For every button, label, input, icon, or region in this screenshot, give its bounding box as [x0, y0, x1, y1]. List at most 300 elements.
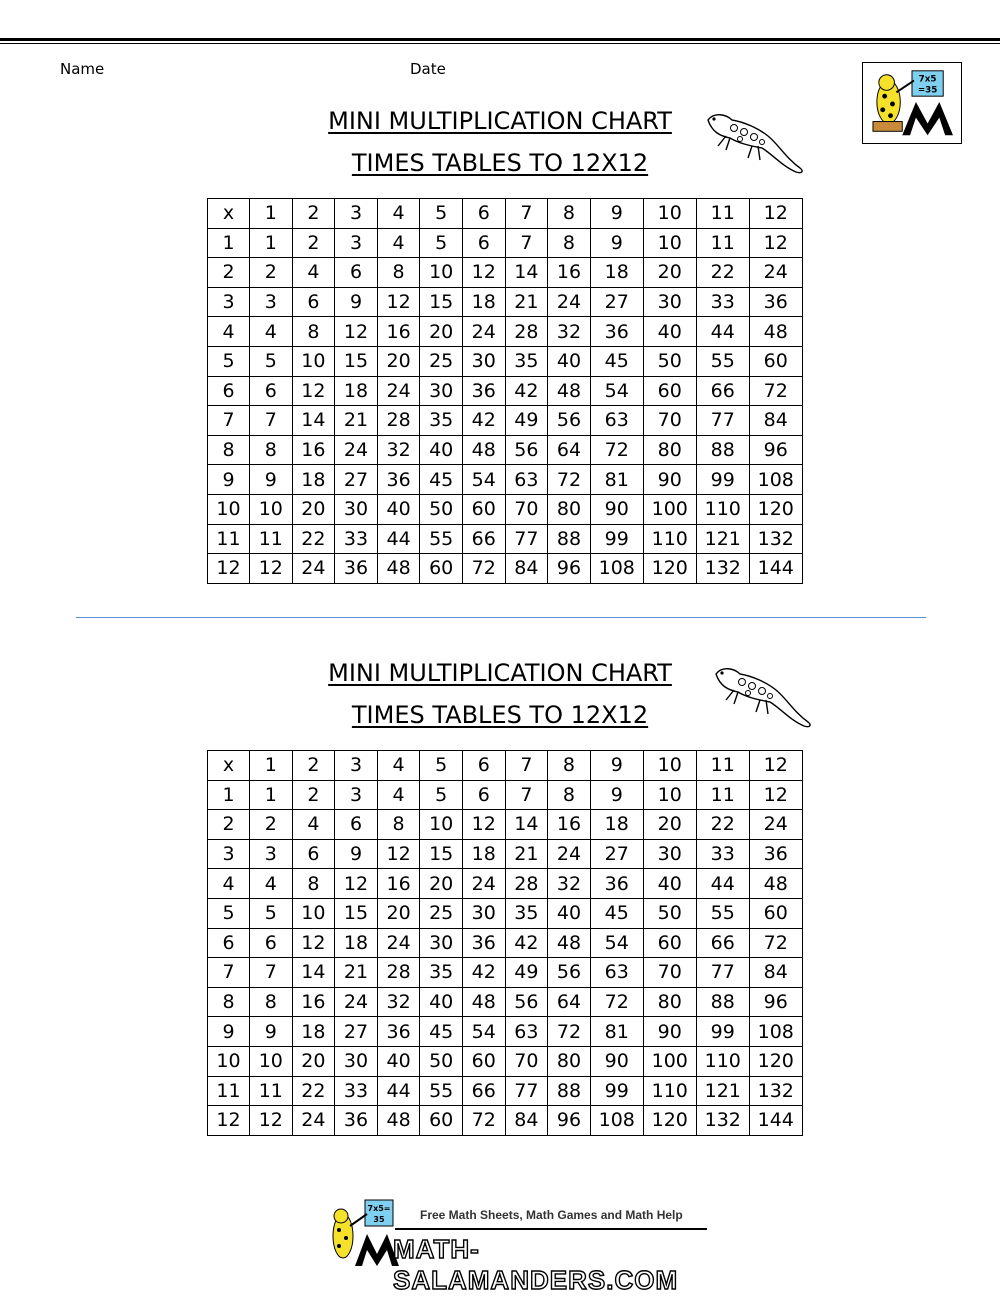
table-cell: 11	[696, 751, 749, 781]
table-cell: 80	[643, 435, 696, 465]
table-cell: 99	[590, 1076, 643, 1106]
table-cell: 27	[590, 287, 643, 317]
table-cell: 8	[208, 435, 250, 465]
table-cell: 60	[462, 1046, 505, 1076]
table-cell: 30	[335, 1046, 378, 1076]
table-cell: 63	[590, 406, 643, 436]
table-cell: 1	[250, 228, 293, 258]
table-cell: 120	[643, 1106, 696, 1136]
table-cell: 70	[505, 494, 548, 524]
table-row	[208, 376, 803, 406]
table-cell: 110	[696, 1046, 749, 1076]
table-cell: 12	[749, 780, 802, 810]
table-cell: 5	[420, 199, 463, 229]
table-cell: 72	[462, 1106, 505, 1136]
table-cell: 20	[292, 494, 335, 524]
table-cell: 88	[548, 524, 591, 554]
table-cell: 1	[250, 780, 293, 810]
table-row	[208, 554, 803, 584]
table-cell: 96	[749, 987, 802, 1017]
date-label: Date	[410, 60, 446, 78]
table-cell: 8	[292, 869, 335, 899]
table-cell: 42	[462, 406, 505, 436]
table-cell: 8	[548, 751, 591, 781]
table-cell: 32	[548, 317, 591, 347]
table-cell: 84	[505, 554, 548, 584]
table-cell: 8	[292, 317, 335, 347]
table-cell: 48	[377, 554, 420, 584]
table-cell: 72	[462, 554, 505, 584]
table-cell: 6	[208, 376, 250, 406]
table-cell: 10	[420, 258, 463, 288]
table-cell: 6	[462, 228, 505, 258]
table-cell: 72	[590, 987, 643, 1017]
table-cell: 20	[377, 898, 420, 928]
table-cell: 30	[643, 839, 696, 869]
table-cell: 63	[505, 1017, 548, 1047]
table-cell: 36	[462, 928, 505, 958]
table-cell: 30	[462, 346, 505, 376]
table-cell: 11	[208, 1076, 250, 1106]
table-cell: 36	[377, 465, 420, 495]
table-cell: 24	[335, 435, 378, 465]
table-cell: 14	[505, 810, 548, 840]
table-cell: 40	[420, 987, 463, 1017]
table-cell: 7	[505, 199, 548, 229]
table-cell: 3	[250, 839, 293, 869]
table-cell: 12	[749, 199, 802, 229]
salamander-icon	[708, 660, 818, 732]
table-cell: 9	[590, 199, 643, 229]
table-cell: 3	[335, 199, 378, 229]
table-cell: 12	[335, 869, 378, 899]
table-cell: 25	[420, 346, 463, 376]
table-cell: 24	[749, 258, 802, 288]
table-cell: 8	[208, 987, 250, 1017]
table-cell: 96	[749, 435, 802, 465]
table-cell: 11	[696, 780, 749, 810]
table-cell: 9	[590, 751, 643, 781]
table-cell: 20	[420, 317, 463, 347]
table-cell: 1	[250, 751, 293, 781]
table-cell: 20	[643, 258, 696, 288]
table-row	[208, 1017, 803, 1047]
table-cell: 14	[292, 958, 335, 988]
table-cell: 16	[548, 810, 591, 840]
table-cell: 18	[292, 1017, 335, 1047]
table-cell: 12	[377, 287, 420, 317]
table-cell: 12	[208, 554, 250, 584]
footer-logo	[325, 1192, 715, 1295]
table-cell: 8	[548, 228, 591, 258]
salamander-icon	[700, 106, 810, 178]
table-cell: 16	[377, 869, 420, 899]
table-cell: 99	[696, 465, 749, 495]
table-cell: 20	[377, 346, 420, 376]
table-cell: 24	[335, 987, 378, 1017]
table-cell: 21	[335, 406, 378, 436]
table-cell: 36	[749, 839, 802, 869]
table-cell: 40	[643, 869, 696, 899]
table-cell: 60	[462, 494, 505, 524]
table-cell: 15	[420, 839, 463, 869]
table-cell: 32	[548, 869, 591, 899]
table-cell: 77	[696, 406, 749, 436]
table-cell: 42	[505, 376, 548, 406]
table-row	[208, 258, 803, 288]
table-cell: 18	[462, 287, 505, 317]
table-cell: 3	[250, 287, 293, 317]
table-cell: 7	[208, 958, 250, 988]
table-cell: 8	[250, 435, 293, 465]
table-cell: 48	[462, 987, 505, 1017]
table-cell: 7	[505, 228, 548, 258]
table-cell: 16	[377, 317, 420, 347]
table-cell: 72	[548, 465, 591, 495]
table-cell: 36	[462, 376, 505, 406]
table-cell: 9	[590, 228, 643, 258]
table-cell: 99	[696, 1017, 749, 1047]
table-cell: 55	[420, 1076, 463, 1106]
table-cell: 121	[696, 524, 749, 554]
table-cell: 4	[377, 228, 420, 258]
table-cell: 24	[749, 810, 802, 840]
table-cell: 15	[420, 287, 463, 317]
table-cell: 24	[292, 1106, 335, 1136]
table-cell: 12	[292, 376, 335, 406]
table-cell: 81	[590, 1017, 643, 1047]
table-cell: 132	[696, 554, 749, 584]
table-cell: 49	[505, 406, 548, 436]
table-cell: 10	[250, 494, 293, 524]
table-cell: 80	[548, 1046, 591, 1076]
table-cell: 4	[377, 780, 420, 810]
table-cell: 44	[377, 524, 420, 554]
table-cell: 33	[696, 287, 749, 317]
table-cell: 44	[377, 1076, 420, 1106]
table-row	[208, 958, 803, 988]
table-cell: 44	[696, 869, 749, 899]
table-cell: 12	[208, 1106, 250, 1136]
table-cell: 11	[250, 524, 293, 554]
table-cell: 88	[548, 1076, 591, 1106]
table-cell: 120	[749, 494, 802, 524]
table-cell: 15	[335, 898, 378, 928]
table-cell: 55	[696, 346, 749, 376]
table-cell: 24	[377, 928, 420, 958]
table-cell: 5	[420, 228, 463, 258]
table-cell: 32	[377, 435, 420, 465]
table-cell: 40	[643, 317, 696, 347]
table-cell: 30	[643, 287, 696, 317]
table-cell: 36	[749, 287, 802, 317]
table-row	[208, 780, 803, 810]
table-cell: 16	[292, 987, 335, 1017]
table-cell: 66	[462, 524, 505, 554]
table-cell: 2	[292, 228, 335, 258]
table-cell: 12	[462, 258, 505, 288]
table-cell: 9	[335, 839, 378, 869]
table-cell: 8	[250, 987, 293, 1017]
table-cell: 96	[548, 554, 591, 584]
table-cell: 55	[696, 898, 749, 928]
table-cell: 110	[643, 524, 696, 554]
table-cell: 90	[590, 1046, 643, 1076]
table-cell: 54	[462, 1017, 505, 1047]
table-cell: 144	[749, 1106, 802, 1136]
table-cell: 70	[643, 406, 696, 436]
table-cell: 12	[335, 317, 378, 347]
table-cell: 48	[548, 376, 591, 406]
table-cell: 72	[590, 435, 643, 465]
table-cell: 40	[548, 898, 591, 928]
footer-tagline: Free Math Sheets, Math Games and Math Help	[420, 1208, 683, 1222]
table-cell: 4	[377, 751, 420, 781]
table-cell: 7	[505, 780, 548, 810]
table-cell: 33	[696, 839, 749, 869]
table-cell: 70	[643, 958, 696, 988]
table-cell: 60	[749, 346, 802, 376]
table-cell: 35	[505, 346, 548, 376]
table-cell: 21	[505, 287, 548, 317]
table-cell: 3	[335, 751, 378, 781]
table-cell: 18	[590, 258, 643, 288]
table-cell: 22	[696, 258, 749, 288]
table-cell: 50	[420, 494, 463, 524]
table-cell: 15	[335, 346, 378, 376]
table-cell: 28	[505, 317, 548, 347]
table-row	[208, 987, 803, 1017]
table-cell: 18	[335, 928, 378, 958]
footer-logo-formula-1: 7x5=	[367, 1204, 391, 1213]
table-cell: 6	[250, 376, 293, 406]
table-cell: 24	[548, 839, 591, 869]
table-cell: 49	[505, 958, 548, 988]
table-cell: 84	[749, 406, 802, 436]
table-cell: 88	[696, 435, 749, 465]
table-cell: 36	[590, 317, 643, 347]
top-rule	[0, 38, 1000, 44]
table-cell: 27	[335, 1017, 378, 1047]
table-cell: 70	[505, 1046, 548, 1076]
table-row	[208, 494, 803, 524]
table-cell: 36	[590, 869, 643, 899]
table-cell: 50	[643, 898, 696, 928]
table-row	[208, 228, 803, 258]
table-cell: 4	[292, 258, 335, 288]
table-cell: 2	[208, 810, 250, 840]
table-cell: 6	[462, 751, 505, 781]
table-cell: 10	[292, 346, 335, 376]
table-cell: 12	[749, 751, 802, 781]
table-cell: 45	[590, 898, 643, 928]
table-cell: 8	[548, 199, 591, 229]
table-cell: 4	[208, 317, 250, 347]
table-cell: 20	[643, 810, 696, 840]
table-cell: 18	[590, 810, 643, 840]
table-cell: 44	[696, 317, 749, 347]
table-cell: 63	[590, 958, 643, 988]
table-row	[208, 465, 803, 495]
table-cell: 20	[420, 869, 463, 899]
table-cell: 24	[548, 287, 591, 317]
table-cell: 1	[208, 780, 250, 810]
table-cell: 16	[292, 435, 335, 465]
chart-subtitle: TIMES TABLES TO 12X12	[351, 701, 649, 729]
table-cell: 8	[548, 780, 591, 810]
table-cell: 4	[377, 199, 420, 229]
table-cell: 11	[250, 1076, 293, 1106]
table-cell: 24	[377, 376, 420, 406]
table-cell: 12	[377, 839, 420, 869]
table-cell: 7	[505, 751, 548, 781]
table-cell: 6	[335, 258, 378, 288]
table-cell: 28	[377, 958, 420, 988]
table-cell: 30	[420, 376, 463, 406]
table-cell: 54	[590, 928, 643, 958]
table-cell: 48	[548, 928, 591, 958]
table-cell: 4	[208, 869, 250, 899]
table-cell: 3	[335, 228, 378, 258]
table-cell: 4	[250, 869, 293, 899]
table-cell: 144	[749, 554, 802, 584]
table-cell: 77	[505, 524, 548, 554]
table-cell: 8	[377, 810, 420, 840]
table-row	[208, 287, 803, 317]
table-cell: 18	[335, 376, 378, 406]
table-cell: 90	[643, 1017, 696, 1047]
table-cell: 6	[208, 928, 250, 958]
table-cell: 110	[643, 1076, 696, 1106]
table-cell: 2	[292, 751, 335, 781]
table-cell: 10	[643, 780, 696, 810]
table-cell: 6	[462, 780, 505, 810]
table-cell: 14	[292, 406, 335, 436]
table-row	[208, 869, 803, 899]
table-cell: 5	[420, 780, 463, 810]
table-cell: 77	[696, 958, 749, 988]
table-cell: 132	[749, 524, 802, 554]
table-cell: 10	[292, 898, 335, 928]
table-cell: 2	[250, 258, 293, 288]
table-cell: 12	[250, 554, 293, 584]
table-row	[208, 1076, 803, 1106]
table-cell: 25	[420, 898, 463, 928]
table-cell: 30	[462, 898, 505, 928]
table-cell: 56	[505, 987, 548, 1017]
table-cell: 12	[749, 228, 802, 258]
footer-site-name: MATH-SALAMANDERS.COM	[393, 1234, 679, 1295]
table-cell: 35	[420, 958, 463, 988]
table-cell: 3	[208, 839, 250, 869]
table-cell: 45	[420, 465, 463, 495]
table-cell: 6	[292, 287, 335, 317]
table-row	[208, 317, 803, 347]
table-cell: 33	[335, 524, 378, 554]
table-cell: 12	[462, 810, 505, 840]
table-cell: 10	[208, 1046, 250, 1076]
table-cell: x	[208, 751, 250, 781]
table-cell: 30	[420, 928, 463, 958]
table-cell: 48	[749, 317, 802, 347]
table-row	[208, 810, 803, 840]
table-cell: 14	[505, 258, 548, 288]
logo-formula-2: =35	[917, 85, 938, 96]
table-cell: 5	[420, 751, 463, 781]
table-cell: 12	[250, 1106, 293, 1136]
table-cell: 72	[749, 376, 802, 406]
table-header-row	[208, 199, 803, 229]
table-cell: 54	[462, 465, 505, 495]
table-cell: 45	[420, 1017, 463, 1047]
table-cell: 4	[292, 810, 335, 840]
table-cell: 9	[250, 1017, 293, 1047]
table-cell: 5	[208, 346, 250, 376]
table-cell: 48	[749, 869, 802, 899]
table-cell: 2	[292, 199, 335, 229]
table-cell: 9	[250, 465, 293, 495]
table-cell: 24	[292, 554, 335, 584]
table-cell: 9	[208, 465, 250, 495]
table-cell: 27	[335, 465, 378, 495]
table-cell: x	[208, 199, 250, 229]
table-cell: 9	[335, 287, 378, 317]
table-cell: 100	[643, 1046, 696, 1076]
table-cell: 10	[643, 751, 696, 781]
table-cell: 60	[420, 554, 463, 584]
table-cell: 5	[250, 898, 293, 928]
name-label: Name	[60, 60, 105, 78]
table-cell: 50	[420, 1046, 463, 1076]
table-cell: 108	[590, 1106, 643, 1136]
table-row	[208, 435, 803, 465]
table-cell: 22	[292, 1076, 335, 1106]
table-cell: 120	[643, 554, 696, 584]
table-cell: 96	[548, 1106, 591, 1136]
table-cell: 90	[643, 465, 696, 495]
table-cell: 48	[377, 1106, 420, 1136]
table-cell: 5	[250, 346, 293, 376]
table-cell: 45	[590, 346, 643, 376]
table-cell: 60	[643, 376, 696, 406]
table-cell: 42	[462, 958, 505, 988]
table-cell: 10	[250, 1046, 293, 1076]
table-cell: 2	[250, 810, 293, 840]
multiplication-table	[207, 198, 803, 584]
table-cell: 63	[505, 465, 548, 495]
table-cell: 9	[208, 1017, 250, 1047]
table-cell: 10	[208, 494, 250, 524]
table-cell: 56	[548, 958, 591, 988]
table-cell: 84	[505, 1106, 548, 1136]
table-cell: 7	[250, 958, 293, 988]
table-cell: 21	[505, 839, 548, 869]
table-cell: 11	[696, 228, 749, 258]
table-cell: 48	[462, 435, 505, 465]
table-cell: 6	[250, 928, 293, 958]
table-cell: 66	[462, 1076, 505, 1106]
chart-subtitle: TIMES TABLES TO 12X12	[351, 149, 649, 177]
table-cell: 121	[696, 1076, 749, 1106]
table-cell: 6	[292, 839, 335, 869]
table-cell: 35	[420, 406, 463, 436]
table-cell: 36	[377, 1017, 420, 1047]
chart-title: MINI MULTIPLICATION CHART	[328, 107, 672, 135]
table-cell: 40	[377, 1046, 420, 1076]
table-header-row	[208, 751, 803, 781]
footer-logo-formula-2: 35	[373, 1215, 385, 1224]
table-cell: 33	[335, 1076, 378, 1106]
